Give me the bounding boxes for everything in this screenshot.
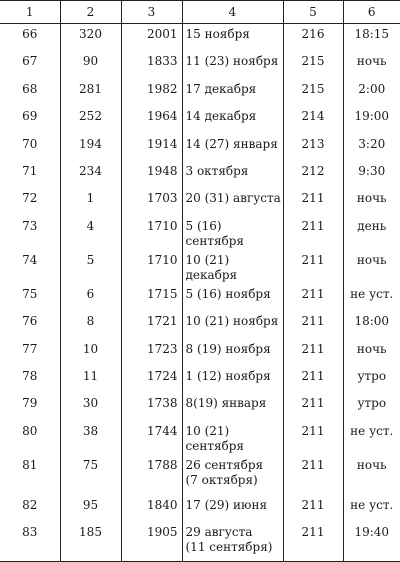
table-row <box>0 24 400 51</box>
year-cell: 1948 <box>121 160 182 187</box>
value-cell: 211 <box>283 283 343 310</box>
value-cell: 211 <box>283 338 343 365</box>
column-header-5: 5 <box>283 1 343 24</box>
table-row <box>0 50 400 77</box>
table-row <box>0 78 400 105</box>
year-cell: 1721 <box>121 310 182 337</box>
number-cell: 79 <box>22 396 38 411</box>
table-row <box>0 105 400 132</box>
year-cell: 1905 <box>121 521 182 562</box>
table-header <box>0 1 400 24</box>
date-line: 3 октября <box>185 163 249 178</box>
column-header-2: 2 <box>60 1 121 24</box>
date-line: 10 (21) ноября <box>185 314 279 329</box>
time-cell: ночь <box>343 338 400 365</box>
time-cell: не уст. <box>343 420 400 454</box>
time-cell: 9:30 <box>343 160 400 187</box>
index-cell: 38 <box>60 420 121 454</box>
year-cell: 1703 <box>121 187 182 214</box>
date-line: 26 сентября <box>185 457 264 472</box>
table-row <box>0 494 400 521</box>
date-cell <box>182 249 283 283</box>
table-row <box>0 133 400 160</box>
table-row <box>0 338 400 365</box>
date-line: 10 (21) сентября <box>185 423 245 453</box>
value-cell: 211 <box>283 249 343 283</box>
date-cell <box>182 187 283 214</box>
column-header-3: 3 <box>121 1 182 24</box>
time-cell: утро <box>343 365 400 392</box>
date-cell <box>182 494 283 521</box>
value-cell: 214 <box>283 105 343 132</box>
table-body <box>0 24 400 562</box>
year-cell: 1914 <box>121 133 182 160</box>
value-cell: 215 <box>283 50 343 77</box>
number-cell: 70 <box>22 136 38 151</box>
year-cell: 1788 <box>121 454 182 494</box>
value-cell: 211 <box>283 420 343 454</box>
index-cell: 75 <box>60 454 121 494</box>
time-cell: 18:15 <box>343 24 400 51</box>
time-cell: утро <box>343 392 400 419</box>
table-row <box>0 420 400 454</box>
time-cell: ночь <box>343 187 400 214</box>
time-cell: ночь <box>343 249 400 283</box>
year-cell: 1982 <box>121 78 182 105</box>
date-line: 5 (16) сентября <box>185 218 245 248</box>
year-cell: 1715 <box>121 283 182 310</box>
date-line: 1 (12) ноября <box>185 368 271 383</box>
date-cell <box>182 454 283 494</box>
date-cell <box>182 160 283 187</box>
time-cell: не уст. <box>343 494 400 521</box>
date-line-secondary: (11 сентября) <box>185 540 273 555</box>
date-line: 14 декабря <box>185 109 257 124</box>
time-cell: ночь <box>343 50 400 77</box>
index-cell: 10 <box>60 338 121 365</box>
value-cell: 215 <box>283 78 343 105</box>
date-line: 8(19) января <box>185 396 267 411</box>
date-cell <box>182 420 283 454</box>
value-cell: 211 <box>283 494 343 521</box>
table-row <box>0 521 400 562</box>
number-cell: 73 <box>22 218 38 233</box>
date-cell <box>182 365 283 392</box>
date-line: 17 декабря <box>185 81 257 96</box>
date-cell <box>182 310 283 337</box>
index-cell: 6 <box>60 283 121 310</box>
time-cell: день <box>343 215 400 249</box>
number-cell: 71 <box>22 163 38 178</box>
date-line-secondary: (7 октября) <box>185 472 258 487</box>
index-cell: 30 <box>60 392 121 419</box>
date-line: 5 (16) ноября <box>185 286 271 301</box>
date-cell <box>182 133 283 160</box>
index-cell: 11 <box>60 365 121 392</box>
index-cell: 1 <box>60 187 121 214</box>
time-cell: не уст. <box>343 283 400 310</box>
year-cell: 1738 <box>121 392 182 419</box>
table-row <box>0 215 400 249</box>
table-row <box>0 249 400 283</box>
year-cell: 1724 <box>121 365 182 392</box>
number-cell: 80 <box>22 423 38 438</box>
date-line: 20 (31) августа <box>185 191 281 206</box>
year-cell: 1833 <box>121 50 182 77</box>
table-row <box>0 187 400 214</box>
index-cell: 95 <box>60 494 121 521</box>
number-cell: 74 <box>22 252 38 267</box>
time-cell: 2:00 <box>343 78 400 105</box>
value-cell: 212 <box>283 160 343 187</box>
number-cell: 82 <box>22 497 38 512</box>
time-cell: 3:20 <box>343 133 400 160</box>
date-line: 17 (29) июня <box>185 497 268 512</box>
value-cell: 211 <box>283 310 343 337</box>
date-cell <box>182 105 283 132</box>
index-cell: 4 <box>60 215 121 249</box>
time-cell: 19:00 <box>343 105 400 132</box>
number-cell: 77 <box>22 341 38 356</box>
date-cell <box>182 78 283 105</box>
year-cell: 2001 <box>121 24 182 51</box>
date-line: 11 (23) ноября <box>185 54 279 69</box>
value-cell: 216 <box>283 24 343 51</box>
year-cell: 1744 <box>121 420 182 454</box>
table-row <box>0 160 400 187</box>
table-row <box>0 392 400 419</box>
column-header-6: 6 <box>343 1 400 24</box>
index-cell: 252 <box>60 105 121 132</box>
value-cell: 211 <box>283 215 343 249</box>
column-header-1: 1 <box>0 1 60 24</box>
value-cell: 211 <box>283 521 343 562</box>
year-cell: 1710 <box>121 249 182 283</box>
table-row <box>0 365 400 392</box>
year-cell: 1964 <box>121 105 182 132</box>
number-cell: 66 <box>22 27 38 41</box>
number-cell: 69 <box>22 109 38 124</box>
number-cell: 75 <box>22 286 38 301</box>
table-row <box>0 283 400 310</box>
column-header-4: 4 <box>182 1 283 24</box>
table-row <box>0 454 400 494</box>
date-cell <box>182 283 283 310</box>
value-cell: 211 <box>283 187 343 214</box>
index-cell: 185 <box>60 521 121 562</box>
year-cell: 1710 <box>121 215 182 249</box>
index-cell: 8 <box>60 310 121 337</box>
date-cell <box>182 521 283 562</box>
table-row <box>0 310 400 337</box>
date-line: 15 ноября <box>185 27 250 41</box>
year-cell: 1723 <box>121 338 182 365</box>
year-cell: 1840 <box>121 494 182 521</box>
date-cell <box>182 392 283 419</box>
number-cell: 83 <box>0 521 60 562</box>
index-cell: 5 <box>60 249 121 283</box>
number-cell: 72 <box>22 191 38 206</box>
index-cell: 90 <box>60 50 121 77</box>
date-line: 8 (19) ноября <box>185 341 271 356</box>
date-line: 14 (27) января <box>185 136 278 151</box>
value-cell: 211 <box>283 454 343 494</box>
value-cell: 211 <box>283 392 343 419</box>
time-cell: ночь <box>343 454 400 494</box>
number-cell: 81 <box>22 457 38 472</box>
time-cell: 19:40 <box>343 521 400 562</box>
number-cell: 76 <box>22 314 38 329</box>
date-line: 29 августа <box>185 525 253 540</box>
index-cell: 281 <box>60 78 121 105</box>
value-cell: 213 <box>283 133 343 160</box>
date-cell <box>182 50 283 77</box>
date-cell <box>182 215 283 249</box>
value-cell: 211 <box>283 365 343 392</box>
number-cell: 78 <box>22 368 38 383</box>
time-cell: 18:00 <box>343 310 400 337</box>
index-cell: 194 <box>60 133 121 160</box>
date-cell <box>182 338 283 365</box>
date-line: 10 (21) декабря <box>185 252 238 282</box>
index-cell: 320 <box>60 24 121 51</box>
index-cell: 234 <box>60 160 121 187</box>
number-cell: 68 <box>22 81 38 96</box>
header-row <box>0 1 400 24</box>
date-cell <box>182 24 283 51</box>
number-cell: 67 <box>22 54 38 69</box>
